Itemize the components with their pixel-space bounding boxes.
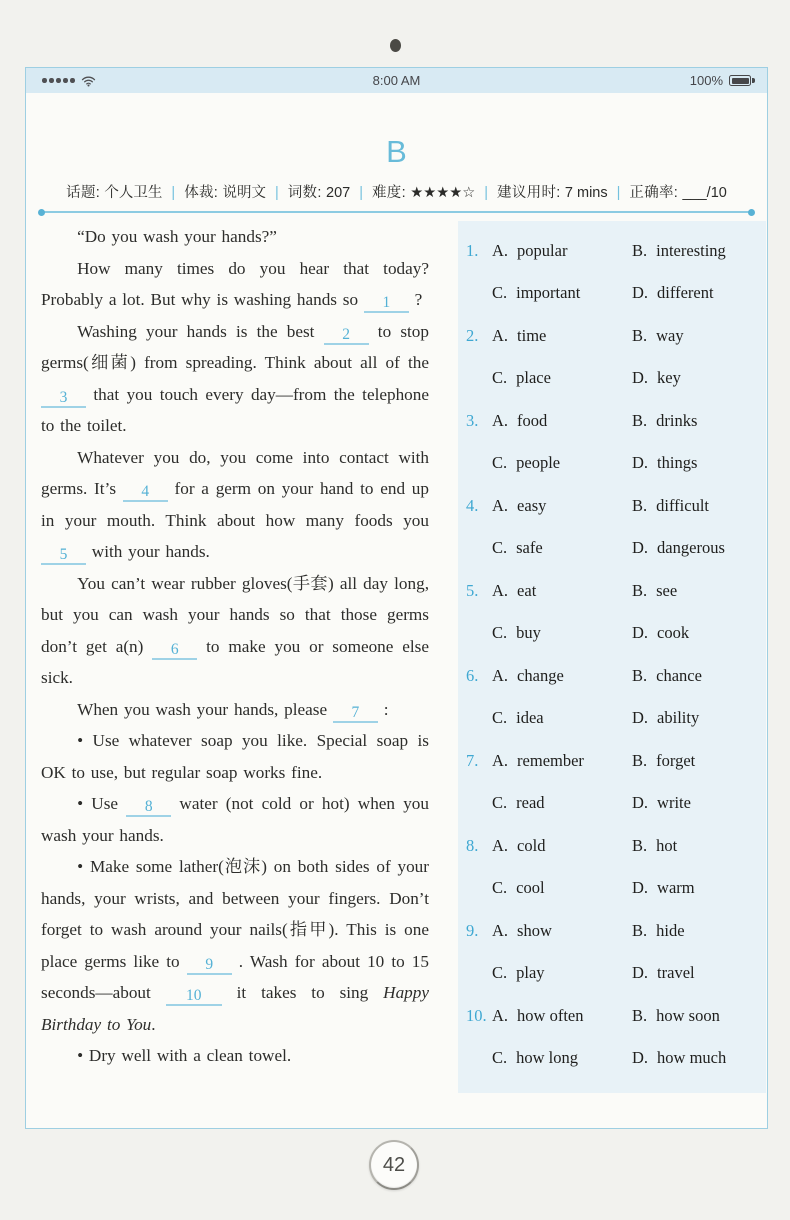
cloze-blank-5: 5	[41, 547, 86, 565]
option-4D	[632, 532, 762, 564]
meta-label: 难度:	[372, 185, 411, 201]
option-letter: A.	[492, 581, 509, 600]
spacer	[466, 362, 492, 394]
option-letter: C.	[492, 708, 508, 727]
option-2D	[632, 362, 762, 394]
question-number: 7.	[466, 751, 479, 770]
spacer	[466, 872, 492, 904]
option-10B	[632, 1000, 762, 1032]
option-letter: C.	[492, 283, 508, 302]
option-7D	[632, 787, 762, 819]
option-letter: C.	[492, 1048, 508, 1067]
option-2A	[492, 320, 632, 352]
passage-paragraph: • Use 8 water (not cold or hot) when you wash your hands.	[41, 794, 429, 845]
option-6A	[492, 660, 632, 692]
option-letter: B.	[632, 241, 648, 260]
question-6	[466, 660, 762, 734]
question-number: 10.	[466, 1006, 487, 1025]
option-letter: D.	[632, 793, 649, 812]
option-8D	[632, 872, 762, 904]
option-letter: C.	[492, 793, 508, 812]
option-1A	[492, 235, 632, 267]
option-text: how soon	[656, 1006, 720, 1025]
meta-separator: |	[171, 185, 176, 201]
option-letter: C.	[492, 963, 508, 982]
option-letter: A.	[492, 326, 509, 345]
option-text: how often	[517, 1006, 584, 1025]
option-letter: B.	[632, 411, 648, 430]
cloze-blank-8: 8	[126, 799, 171, 817]
option-8A	[492, 830, 632, 862]
option-letter: D.	[632, 878, 649, 897]
option-text: cold	[517, 836, 546, 855]
question-2	[466, 320, 762, 394]
option-text: write	[657, 793, 691, 812]
meta-value: ★★★★☆	[410, 185, 476, 201]
option-text: how long	[516, 1048, 579, 1067]
meta-separator: |	[274, 185, 279, 201]
option-letter: C.	[492, 878, 508, 897]
option-letter: A.	[492, 241, 509, 260]
options-panel	[458, 221, 766, 1093]
cloze-blank-1: 1	[364, 295, 409, 313]
option-letter: B.	[632, 836, 648, 855]
option-letter: A.	[492, 411, 509, 430]
question-5	[466, 575, 762, 649]
page-number-badge	[369, 1140, 419, 1190]
option-letter: D.	[632, 1048, 649, 1067]
italic-title: Happy Birthday to You	[41, 983, 429, 1034]
option-text: how much	[657, 1048, 727, 1067]
question-number: 9.	[466, 921, 479, 940]
option-text: play	[516, 963, 545, 982]
meta-item	[66, 185, 162, 201]
option-text: place	[516, 368, 551, 387]
cloze-blank-7: 7	[333, 705, 378, 723]
option-text: travel	[657, 963, 695, 982]
meta-item	[288, 185, 350, 201]
question-3	[466, 405, 762, 479]
spacer	[466, 1042, 492, 1074]
passage-paragraph: • Dry well with a clean towel.	[77, 1046, 292, 1065]
option-3D	[632, 447, 762, 479]
cloze-blank-10: 10	[166, 988, 222, 1006]
meta-separator: |	[484, 185, 489, 201]
question-7	[466, 745, 762, 819]
option-letter: D.	[632, 283, 649, 302]
question-1	[466, 235, 762, 309]
option-letter: B.	[632, 1006, 648, 1025]
option-1D	[632, 277, 762, 309]
option-2C	[492, 362, 632, 394]
option-4B	[632, 490, 762, 522]
option-3B	[632, 405, 762, 437]
passage-paragraph: “Do you wash your hands?”	[77, 227, 277, 246]
option-7B	[632, 745, 762, 777]
option-text: chance	[656, 666, 702, 685]
question-number: 1.	[466, 241, 479, 260]
option-text: important	[516, 283, 581, 302]
option-letter: C.	[492, 368, 508, 387]
passage-paragraph: How many times do you hear that today? Probably a lot. But why is washing hands so 1 ?	[41, 258, 429, 311]
meta-item	[372, 185, 475, 201]
option-text: warm	[657, 878, 695, 897]
option-text: safe	[516, 538, 543, 557]
option-text: change	[517, 666, 564, 685]
status-bar	[26, 68, 767, 93]
spacer	[466, 957, 492, 989]
meta-label: 词数:	[287, 185, 327, 201]
option-text: food	[517, 411, 548, 430]
question-number: 2.	[466, 326, 479, 345]
passage-paragraph: • Use whatever soap you like. Special soap is OK to use, but regular soap works fine.	[41, 731, 429, 782]
meta-label: 建议用时:	[497, 185, 565, 201]
question-number: 5.	[466, 581, 479, 600]
option-10D	[632, 1042, 762, 1074]
option-text: popular	[517, 241, 568, 260]
meta-item	[497, 185, 608, 201]
meta-item	[629, 185, 726, 201]
option-letter: A.	[492, 496, 509, 515]
page-number: 42	[382, 1153, 406, 1176]
option-text: difficult	[656, 496, 709, 515]
cloze-blank-3: 3	[41, 390, 86, 408]
wifi-icon	[81, 75, 96, 87]
cloze-blank-2: 2	[324, 327, 369, 345]
meta-value: ___/10	[682, 185, 727, 201]
option-letter: D.	[632, 963, 649, 982]
option-letter: B.	[632, 666, 648, 685]
option-3C	[492, 447, 632, 479]
option-text: interesting	[656, 241, 726, 260]
passage-paragraph: Washing your hands is the best 2 to stop germs(细菌) from spreading. Think about all of the 3 that you touch every day—from the telephone to the toilet.	[41, 321, 429, 435]
passage-paragraph: You can’t wear rubber gloves(手套) all day long, but you can wash your hands so that those germs don’t get a(n) 6 to make you or someone else sick.	[41, 573, 429, 687]
question-9	[466, 915, 762, 989]
option-text: cook	[657, 623, 690, 642]
cloze-blank-4: 4	[123, 484, 168, 502]
passage-paragraph: When you wash your hands, please 7 :	[77, 699, 389, 721]
cloze-blank-6: 6	[152, 642, 197, 660]
option-9A	[492, 915, 632, 947]
status-right	[690, 73, 751, 88]
option-text: easy	[517, 496, 547, 515]
option-text: idea	[516, 708, 544, 727]
battery-icon	[729, 75, 751, 86]
option-text: cool	[516, 878, 545, 897]
option-text: buy	[516, 623, 541, 642]
meta-value: 207	[326, 185, 351, 201]
option-text: forget	[656, 751, 696, 770]
camera-dot	[390, 39, 401, 52]
spacer	[466, 277, 492, 309]
option-5D	[632, 617, 762, 649]
spacer	[466, 787, 492, 819]
option-letter: D.	[632, 708, 649, 727]
cellular-signal-icon	[42, 78, 75, 83]
option-letter: B.	[632, 326, 648, 345]
option-letter: B.	[632, 921, 648, 940]
option-letter: A.	[492, 666, 509, 685]
cloze-passage	[41, 221, 429, 1093]
option-text: dangerous	[657, 538, 725, 557]
option-4A	[492, 490, 632, 522]
spacer	[466, 532, 492, 564]
meta-row	[26, 181, 767, 202]
option-1B	[632, 235, 762, 267]
option-letter: D.	[632, 538, 649, 557]
option-letter: C.	[492, 538, 508, 557]
option-1C	[492, 277, 632, 309]
option-letter: C.	[492, 623, 508, 642]
option-10C	[492, 1042, 632, 1074]
meta-label: 正确率:	[629, 185, 683, 201]
option-9B	[632, 915, 762, 947]
option-6B	[632, 660, 762, 692]
option-8B	[632, 830, 762, 862]
question-number: 4.	[466, 496, 479, 515]
meta-label: 话题:	[66, 185, 105, 201]
option-letter: D.	[632, 453, 649, 472]
option-text: hide	[656, 921, 685, 940]
option-5A	[492, 575, 632, 607]
option-4C	[492, 532, 632, 564]
option-letter: A.	[492, 751, 509, 770]
option-text: read	[516, 793, 545, 812]
battery-percent: 100%	[689, 73, 723, 88]
passage-paragraph: • Make some lather(泡沫) on both sides of your hands, your wrists, and between your fingers. Don’t forget to wash around your nails(指甲). This is one place germs like to 9 . Wash for about 10 to 15 seconds—about 10 it takes to sing Happy Birthday to You.	[41, 857, 429, 1034]
divider-rule	[39, 211, 754, 213]
question-8	[466, 830, 762, 904]
option-7A	[492, 745, 632, 777]
option-6C	[492, 702, 632, 734]
option-text: drinks	[656, 411, 698, 430]
option-letter: A.	[492, 921, 509, 940]
status-left	[42, 75, 96, 87]
option-5C	[492, 617, 632, 649]
option-text: ability	[657, 708, 700, 727]
meta-item	[184, 185, 266, 201]
content-area	[26, 221, 767, 1093]
question-10	[466, 1000, 762, 1074]
option-text: people	[516, 453, 561, 472]
option-text: remember	[517, 751, 584, 770]
status-time: 8:00 AM	[372, 73, 421, 88]
passage-paragraph: Whatever you do, you come into contact with germs. It’s 4 for a germ on your hand to end up in your mouth. Think about how many foods you 5 with your hands.	[41, 447, 429, 563]
option-text: show	[517, 921, 552, 940]
option-text: different	[657, 283, 714, 302]
option-3A	[492, 405, 632, 437]
question-4	[466, 490, 762, 564]
option-text: eat	[517, 581, 537, 600]
option-letter: B.	[632, 751, 648, 770]
option-letter: B.	[632, 581, 648, 600]
meta-value: 说明文	[222, 185, 266, 201]
question-number: 3.	[466, 411, 479, 430]
question-number: 6.	[466, 666, 479, 685]
option-8C	[492, 872, 632, 904]
option-letter: B.	[632, 496, 648, 515]
option-letter: A.	[492, 836, 509, 855]
tablet-screen	[25, 67, 768, 1129]
option-6D	[632, 702, 762, 734]
option-text: key	[657, 368, 681, 387]
cloze-blank-9: 9	[187, 957, 232, 975]
option-10A	[492, 1000, 632, 1032]
option-2B	[632, 320, 762, 352]
option-text: time	[517, 326, 547, 345]
option-9D	[632, 957, 762, 989]
spacer	[466, 447, 492, 479]
spacer	[466, 617, 492, 649]
option-letter: D.	[632, 623, 649, 642]
option-text: see	[656, 581, 678, 600]
option-text: hot	[656, 836, 678, 855]
option-7C	[492, 787, 632, 819]
meta-separator: |	[359, 185, 363, 201]
option-text: way	[656, 326, 684, 345]
option-letter: D.	[632, 368, 649, 387]
option-9C	[492, 957, 632, 989]
option-letter: A.	[492, 1006, 509, 1025]
option-5B	[632, 575, 762, 607]
spacer	[466, 702, 492, 734]
section-heading: B	[386, 134, 407, 169]
meta-value: 个人卫生	[104, 185, 163, 201]
meta-separator: |	[616, 185, 621, 201]
meta-label: 体裁:	[184, 185, 223, 201]
question-number: 8.	[466, 836, 479, 855]
meta-value: 7 mins	[564, 185, 608, 201]
option-letter: C.	[492, 453, 508, 472]
option-text: things	[657, 453, 698, 472]
